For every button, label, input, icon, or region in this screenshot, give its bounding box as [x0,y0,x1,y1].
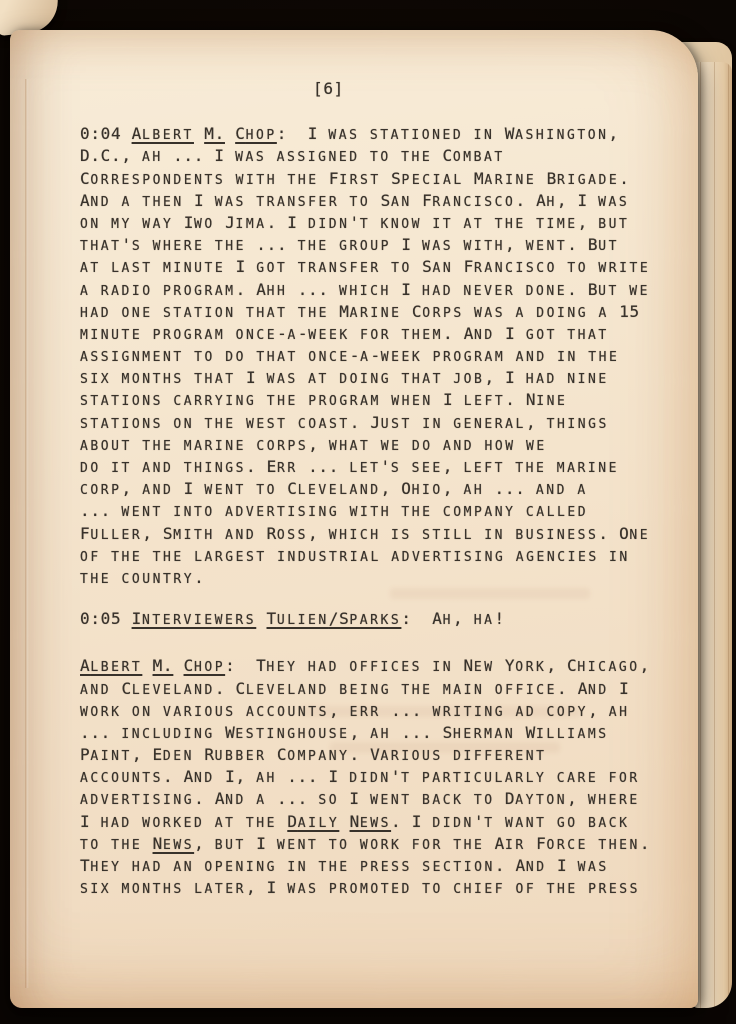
text-segment: ASSIGNMENT TO DO THAT ONCE-A-WEEK PROGRAM AND IN THE [80,346,620,366]
underlined-text: CHOP [183,656,226,676]
transcript-line [80,478,672,500]
transcript-line [80,168,672,190]
transcript-line [80,434,672,456]
text-segment: ON MY WAY IWO JIMA. I DIDN'T KNOW IT AT THE TIME, BUT [80,212,630,232]
text-segment [194,124,204,143]
transcript-line [80,234,672,256]
transcript-line [80,678,672,700]
transcript-line [80,412,672,434]
transcript-line [80,833,672,855]
text-segment: SIX MONTHS THAT I WAS AT DOING THAT JOB, I HAD NINE [80,368,609,388]
text-segment: ABOUT THE MARINE CORPS, WHAT WE DO AND HOW WE [80,434,547,454]
text-segment: OF THE THE LARGEST INDUSTRIAL ADVERTISING AGENCIES IN [80,549,630,565]
underlined-text: DAILY [287,811,340,831]
text-segment: . I DIDN'T WANT GO BACK [391,811,630,831]
transcript-line [80,766,672,788]
transcript-line [80,700,672,722]
text-segment: AND A THEN I WAS TRANSFER TO SAN FRANCISCO. AH, I WAS [80,190,630,210]
text-segment: TO THE [80,837,143,853]
transcript-line [80,123,672,145]
underlined-text: NEWS [152,833,195,853]
text-segment: THE COUNTRY. [80,567,205,587]
underlined-text: CHOP [235,124,277,144]
transcript-line [80,655,672,677]
transcript-line [80,855,672,877]
transcript-line [80,301,672,323]
text-segment: FULLER, SMITH AND ROSS, WHICH IS STILL IN BUSINESS. ONE [80,523,651,543]
text-segment: WORK ON VARIOUS ACCOUNTS, ERR ... WRITING AD COPY, AH [80,700,630,720]
underlined-text: NEWS [349,811,392,831]
transcript-line [80,877,672,899]
transcript-line [80,545,672,567]
speech-block-albert-chop-1 [80,123,672,589]
text-segment: SIX MONTHS LATER, I WAS PROMOTED TO CHIEF OF THE PRESS [80,878,640,898]
transcript-line [80,389,672,411]
text-segment: PAINT, EDEN RUBBER COMPANY. VARIOUS DIFFERENT [80,745,547,765]
transcript-line [80,279,672,301]
text-segment: D.C., AH ... I WAS ASSIGNED TO THE COMBAT [80,146,505,166]
transcript-line [80,567,672,589]
text-segment: ACCOUNTS. AND I, AH ... I DIDN'T PARTICULARLY CARE FOR [80,767,640,787]
underlined-text: M. [152,656,174,676]
text-segment [142,656,152,675]
page-stack-right-edge [692,62,732,1008]
text-segment: 0:05 [80,609,132,629]
text-segment: STATIONS ON THE WEST COAST. JUST IN GENERAL, THINGS [80,412,609,432]
text-segment: : AH, HA! [401,609,505,629]
underlined-text: M. [204,124,225,144]
transcript-line [80,456,672,478]
text-segment [225,124,235,143]
transcript-line [80,256,672,278]
text-segment: 0:04 [80,124,132,144]
typewritten-sheet [10,30,698,1008]
transcript-line [80,145,672,167]
transcript-line [80,190,672,212]
transcript-line [80,212,672,234]
text-segment: I HAD WORKED AT THE [80,811,278,831]
speech-block-albert-chop-2 [80,655,672,899]
text-segment: MINUTE PROGRAM ONCE-A-WEEK FOR THEM. AND I GOT THAT [80,323,609,343]
underlined-text: TULIEN/SPARKS [266,609,402,629]
transcript-line [80,788,672,810]
book-page [10,30,698,1008]
underlined-text: ALBERT [131,124,194,144]
transcript-line [80,744,672,766]
text-segment [339,812,349,831]
underlined-text: INTERVIEWERS [131,609,257,629]
transcript-line [80,323,672,345]
transcript-line [80,722,672,744]
transcript-line [80,345,672,367]
transcript-line [80,500,672,522]
underlined-text: ALBERT [80,656,143,676]
text-segment [256,609,266,628]
text-segment: AT LAST MINUTE I GOT TRANSFER TO SAN FRANCISCO TO WRITE [80,257,651,277]
text-segment: A RADIO PROGRAM. AHH ... WHICH I HAD NEVER DONE. BUT WE [80,279,651,299]
text-segment: CORRESPONDENTS WITH THE FIRST SPECIAL MARINE BRIGADE. [80,168,630,188]
text-segment: THAT'S WHERE THE ... THE GROUP I WAS WITH, WENT. BUT [80,235,619,255]
text-segment: CORP, AND I WENT TO CLEVELAND, OHIO, AH ... AND A [80,479,588,499]
text-segment: AND CLEVELAND. CLEVELAND BEING THE MAIN OFFICE. AND I [80,678,630,698]
text-segment: , BUT I WENT TO WORK FOR THE AIR FORCE THEN. [194,833,651,853]
text-segment: THEY HAD AN OPENING IN THE PRESS SECTION. AND I WAS [80,856,609,876]
speech-block-interviewers [80,608,672,630]
transcript-line [80,523,672,545]
text-segment: ... WENT INTO ADVERTISING WITH THE COMPANY CALLED [80,501,589,521]
text-segment: HAD ONE STATION THAT THE MARINE CORPS WAS A DOING A 15 [80,301,640,321]
transcript-line [80,811,672,833]
transcript-line [80,608,672,630]
text-segment: ... INCLUDING WESTINGHOUSE, AH ... SHERMAN WILLIAMS [80,722,609,742]
text-segment: : I WAS STATIONED IN WASHINGTON, [276,124,619,144]
transcript-line [80,367,672,389]
text-segment: : THEY HAD OFFICES IN NEW YORK, CHICAGO, [225,656,650,676]
text-segment [173,656,183,675]
text-segment: ADVERTISING. AND A ... SO I WENT BACK TO DAYTON, WHERE [80,789,640,809]
text-segment: DO IT AND THINGS. ERR ... LET'S SEE, LEFT THE MARINE [80,457,620,477]
text-segment: STATIONS CARRYING THE PROGRAM WHEN I LEFT. NINE [80,390,568,410]
page-number: [6] [313,79,344,98]
